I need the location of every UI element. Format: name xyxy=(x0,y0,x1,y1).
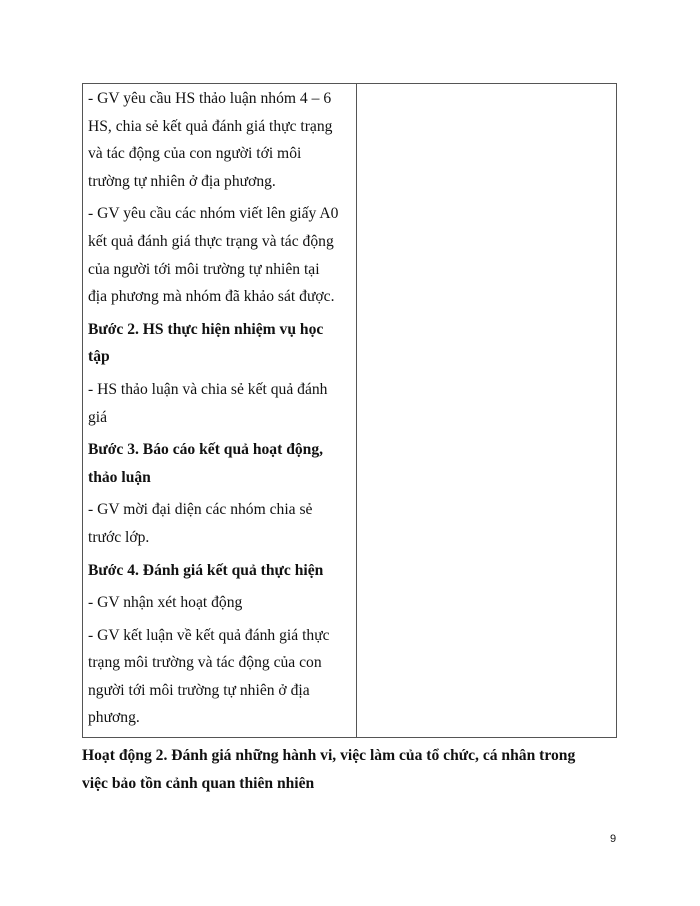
text-line: trường tự nhiên ở địa phương. xyxy=(88,172,276,190)
text-line: địa phương mà nhóm đã khảo sát được. xyxy=(88,288,335,306)
activity-table xyxy=(82,83,617,738)
text-line: - GV yêu cầu các nhóm viết lên giấy A0 xyxy=(88,205,339,223)
text-line: trước lớp. xyxy=(88,528,150,546)
column-divider xyxy=(356,84,357,737)
section-heading xyxy=(82,742,575,798)
text-line: thảo luận xyxy=(88,468,151,486)
text-line: của người tới môi trường tự nhiên tại xyxy=(88,260,320,278)
page-number: 9 xyxy=(610,833,617,845)
paragraph xyxy=(88,589,354,617)
text-line: tập xyxy=(88,348,110,366)
text-line: - GV yêu cầu HS thảo luận nhóm 4 – 6 xyxy=(88,90,332,107)
text-line: - GV mời đại diện các nhóm chia sẻ xyxy=(88,501,313,519)
text-line: phương. xyxy=(88,709,140,727)
paragraph xyxy=(88,200,354,310)
text-line: việc bảo tồn cảnh quan thiên nhiên xyxy=(82,775,315,792)
paragraph xyxy=(88,376,354,431)
paragraph xyxy=(88,85,354,195)
text-line: Hoạt động 2. Đánh giá những hành vi, việc làm của tổ chức, cá nhân trong xyxy=(82,747,576,764)
text-line: Bước 4. Đánh giá kết quả thực hiện xyxy=(88,561,324,579)
step-heading xyxy=(88,436,354,491)
text-line: Bước 2. HS thực hiện nhiệm vụ học xyxy=(88,320,324,338)
text-line: HS, chia sẻ kết quả đánh giá thực trạng xyxy=(88,117,333,135)
step-heading xyxy=(88,316,354,371)
text-line: giá xyxy=(88,408,108,426)
text-line: - GV nhận xét hoạt động xyxy=(88,594,243,612)
text-line: và tác động của con người tới môi xyxy=(88,145,302,163)
text-line: - HS thảo luận và chia sẻ kết quả đánh xyxy=(88,380,328,398)
left-cell xyxy=(88,84,354,732)
text-line: trạng môi trường và tác động của con xyxy=(88,654,322,672)
paragraph xyxy=(88,496,354,551)
step-heading xyxy=(88,557,354,585)
text-line: kết quả đánh giá thực trạng và tác động xyxy=(88,232,334,250)
text-line: - GV kết luận về kết quả đánh giá thực xyxy=(88,626,330,644)
paragraph xyxy=(88,622,354,732)
text-line: người tới môi trường tự nhiên ở địa xyxy=(88,681,310,699)
text-line: Bước 3. Báo cáo kết quả hoạt động, xyxy=(88,441,324,459)
